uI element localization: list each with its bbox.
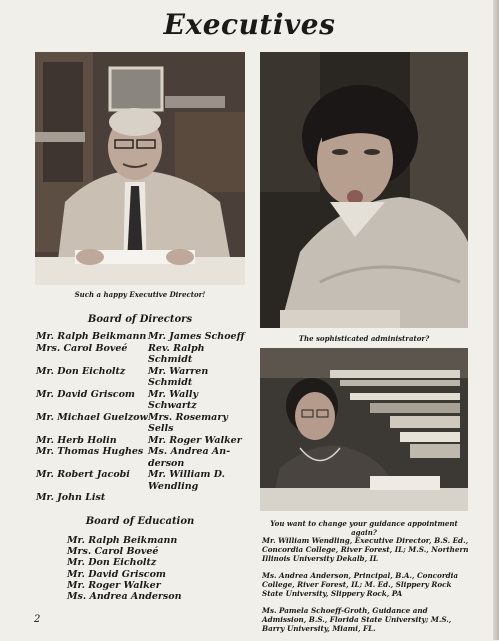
photo-guidance	[260, 348, 468, 511]
photo-guidance-image	[260, 348, 468, 511]
caption-photo1: Such a happy Executive Director!	[74, 290, 206, 299]
director-name	[36, 423, 148, 435]
education-member: Mr. Ralph Beikmann	[67, 535, 178, 546]
director-name	[36, 400, 148, 412]
director-name: Mr. Don Eicholtz	[36, 365, 126, 377]
director-name: Schwartz	[148, 400, 197, 411]
bio-wendling: Mr. William Wendling, Executive Director, B.S. Ed., Concordia College, River Forest, IL; M.S., Northern Illinois University Dekalb, IL	[262, 536, 469, 563]
photo-executive-director	[35, 52, 245, 285]
page-edge	[493, 0, 499, 640]
director-name: derson	[148, 457, 185, 469]
education-member: Mr. Don Eicholtz	[67, 557, 157, 569]
director-name: Rev. Ralph	[148, 342, 205, 354]
photo-administrator-image	[260, 52, 468, 328]
director-name: Mr. Wally	[148, 388, 199, 400]
director-name: Mr. Thomas Hughes	[36, 446, 144, 457]
director-name: Mr. David Griscom	[36, 388, 135, 400]
bio-schoeff-groth: Ms. Pamela Schoeff-Groth, Guidance and Admission, B.S., Florida State University; M.S., Barry University, Miami, FL.	[262, 606, 452, 633]
director-name: Schmidt	[148, 354, 193, 365]
education-member: Mr. David Griscom	[67, 568, 166, 580]
board-of-directors-heading: Board of Directors	[87, 314, 193, 325]
director-name: Mr. Robert Jacobi	[36, 469, 130, 480]
director-name: Ms. Andrea An-	[148, 446, 231, 457]
page-title: Executives	[163, 8, 336, 41]
director-name: Schmidt	[148, 377, 193, 388]
photo-administrator	[260, 52, 468, 328]
director-name: Mr. Michael Guelzow	[36, 411, 148, 423]
caption-photo3: You want to change your guidance appointment again?	[270, 519, 458, 537]
director-name	[36, 354, 148, 366]
education-member: Mr. Roger Walker	[67, 579, 161, 591]
director-name: Mrs. Carol Boveé	[36, 342, 128, 354]
directors-right-column	[148, 331, 248, 492]
staff-bios	[262, 536, 472, 641]
director-name: Mr. James Schoeff	[148, 331, 245, 342]
director-name: Mr. John List	[36, 492, 106, 503]
page-number: 2	[34, 614, 41, 625]
director-name: Mr. Warren	[148, 365, 209, 377]
photo-executive-director-image	[35, 52, 245, 285]
director-name: Wendling	[148, 480, 199, 492]
education-member: Mrs. Carol Boveé	[67, 546, 159, 558]
director-name: Mr. William D.	[148, 469, 225, 480]
director-name: Mr. Roger Walker	[148, 434, 242, 446]
education-member: Ms. Andrea Anderson	[67, 591, 182, 603]
directors-left-column	[36, 331, 148, 504]
director-name: Mr. Herb Holin	[36, 434, 117, 446]
board-of-education-heading: Board of Education	[85, 516, 195, 527]
director-name: Mrs. Rosemary	[148, 411, 228, 423]
education-members-list	[67, 535, 237, 602]
director-name: Sells	[148, 423, 174, 434]
director-name	[36, 481, 148, 493]
director-name	[36, 458, 148, 470]
bio-anderson: Ms. Andrea Anderson, Principal, B.A., Concordia College, River Forest, IL; M. Ed., Slippery Rock State University, Slippery Rock, PA	[262, 571, 459, 598]
director-name: Mr. Ralph Beikmann	[36, 331, 147, 342]
caption-photo2: The sophisticated administrator?	[298, 334, 430, 343]
director-name	[36, 377, 148, 389]
